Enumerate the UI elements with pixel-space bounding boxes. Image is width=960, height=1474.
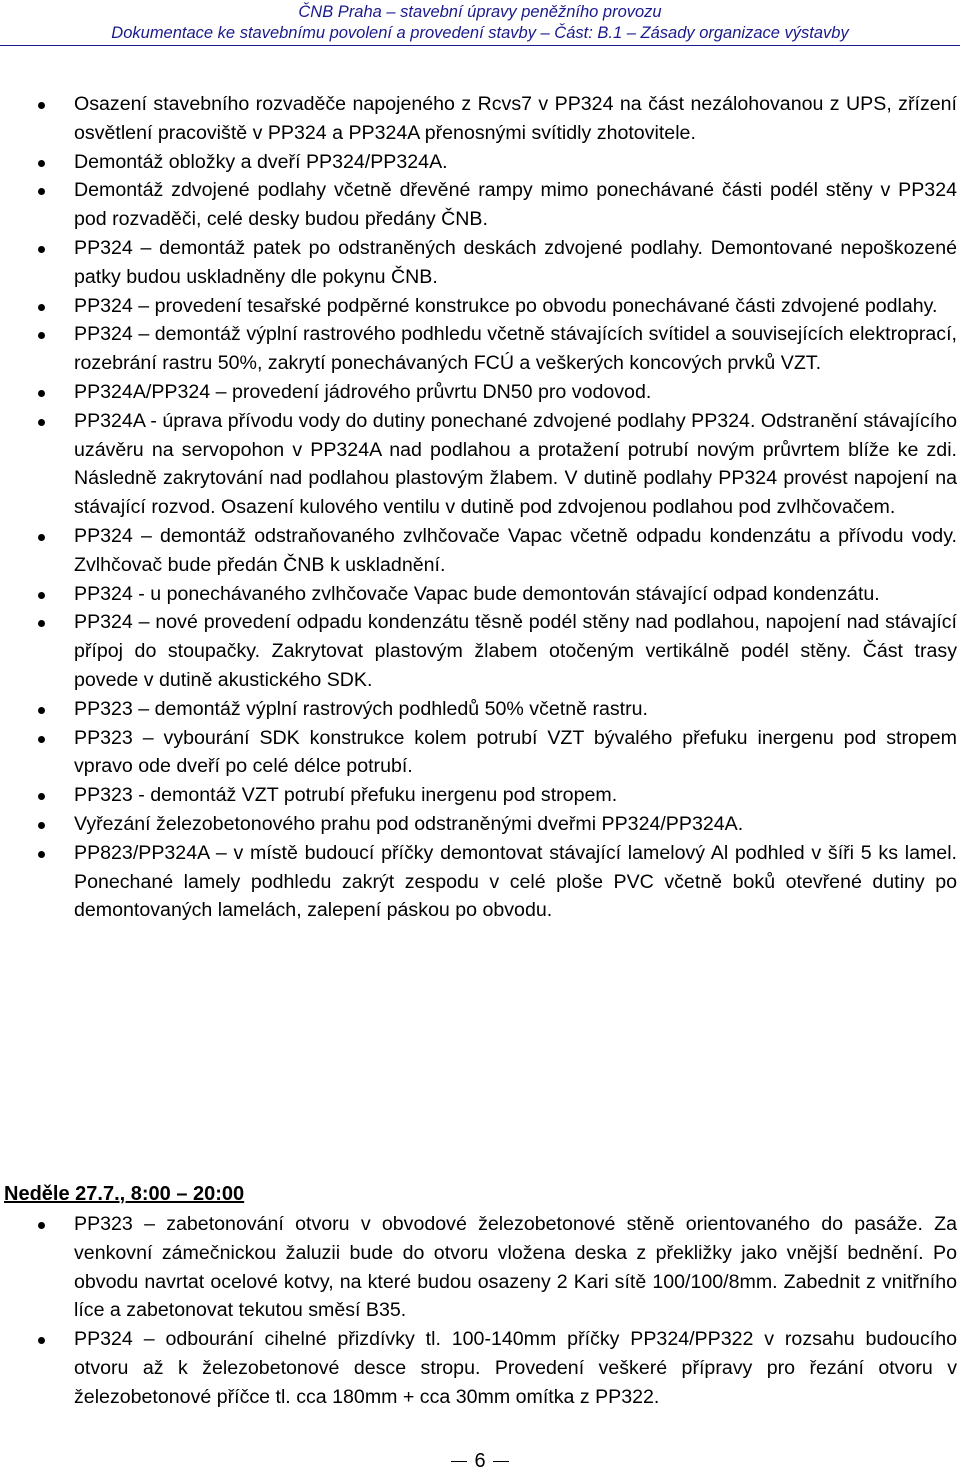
list-item — [0, 810, 960, 839]
bullet-icon — [38, 851, 45, 858]
list-item-text: Demontáž obložky a dveří PP324/PP324A. — [74, 150, 448, 173]
bullet-icon — [38, 188, 45, 195]
list-item — [0, 608, 960, 694]
document-header — [0, 0, 960, 44]
list-item-text: PP823/PP324A – v místě budoucí příčky demontovat stávající lamelový Al podhled v šíři 5 ks lamel. Ponechané lamely podhledu zakrýt zespodu v celé ploše PVC včetně boků otevřené dutiny po demontovaných lamelách, zalepení páskou po obvodu. — [74, 841, 957, 922]
list-item-text: Demontáž zdvojené podlahy včetně dřevěné rampy mimo ponechávané části podél stěny v PP324 pod rozvaděči, celé desky budou předány ČNB. — [74, 179, 957, 231]
list-item-text: PP323 – zabetonování otvoru v obvodové železobetonové stěně orientovaného do pasáže. Za venkovní zámečnickou žaluzii bude do otvoru vložena deska z překližky jako vnější bednění. Po obvodu navrtat ocelové kotvy, na které budou osazeny 2 Kari sítě 100/100/8mm. Zabednit z vnitřního líce a zabetonovat tekutou směsí B35. — [74, 1213, 957, 1322]
header-title: ČNB Praha – stavební úpravy peněžního provozu — [298, 3, 662, 21]
list-item — [0, 724, 960, 782]
header-subtitle: Dokumentace ke stavebnímu povolení a provedení stavby – Část: B.1 – Zásady organizace výstavby — [111, 24, 849, 42]
bullet-icon — [38, 534, 45, 541]
task-list-section — [0, 90, 960, 925]
list-item-text: PP324 - u ponechávaného zvlhčovače Vapac bude demontován stávající odpad kondenzátu. — [74, 582, 880, 605]
bullet-icon — [38, 304, 45, 311]
bullet-icon — [38, 1222, 45, 1229]
bullet-icon — [38, 822, 45, 829]
list-item-text: PP324 – provedení tesařské podpěrné konstrukce po obvodu ponechávané části zdvojené podlahy. — [74, 294, 938, 317]
list-item — [0, 320, 960, 378]
day-task-list — [0, 1210, 960, 1412]
list-item-text: PP323 - demontáž VZT potrubí přefuku inergenu pod stropem. — [74, 784, 618, 807]
list-item — [0, 1325, 960, 1411]
list-item-text: PP324 – demontáž odstraňovaného zvlhčovače Vapac včetně odpadu kondenzátu a přívodu vody. Zvlhčovač bude předán ČNB k uskladnění. — [74, 524, 957, 576]
bullet-icon — [38, 246, 45, 253]
list-item — [0, 580, 960, 609]
list-item — [0, 839, 960, 925]
list-item-text: Vyřezání železobetonového prahu pod odstraněnými dveřmi PP324/PP324A. — [74, 812, 744, 835]
list-item — [0, 1210, 960, 1325]
list-item — [0, 378, 960, 407]
list-item — [0, 522, 960, 580]
list-item-text: PP323 – demontáž výplní rastrových podhledů 50% včetně rastru. — [74, 697, 648, 720]
list-item — [0, 90, 960, 148]
bullet-icon — [38, 390, 45, 397]
list-item-text: Osazení stavebního rozvaděče napojeného z Rcvs7 v PP324 na část nezálohovanou z UPS, zřízení osvětlení pracoviště v PP324 a PP324A přenosnými svítidly zhotovitele. — [74, 93, 957, 144]
bullet-icon — [38, 736, 45, 743]
page-number-dash-right — [493, 1461, 509, 1462]
bullet-icon — [38, 1337, 45, 1344]
page-number: 6 — [474, 1450, 486, 1472]
bullet-icon — [38, 592, 45, 599]
list-item — [0, 234, 960, 292]
list-item — [0, 292, 960, 321]
header-divider — [0, 45, 960, 46]
list-item-text: PP324 – odbourání cihelné přizdívky tl. 100-140mm příčky PP324/PP322 v rozsahu budoucího otvoru až k železobetonové desce stropu. Provedení veškeré přípravy pro řezání otvoru v železobetonové příčce tl. cca 180mm + cca 30mm omítka z PP322. — [74, 1328, 957, 1408]
list-item — [0, 781, 960, 810]
bullet-icon — [38, 707, 45, 714]
page-footer — [0, 1449, 960, 1473]
bullet-icon — [38, 419, 45, 426]
bullet-icon — [38, 160, 45, 167]
list-item-text: PP324A/PP324 – provedení jádrového průvrtu DN50 pro vodovod. — [74, 380, 652, 403]
page-number-dash-left — [451, 1461, 467, 1462]
list-item — [0, 695, 960, 724]
list-item-text: PP324A - úprava přívodu vody do dutiny ponechané zdvojené podlahy PP324. Odstranění stávajícího uzávěru na servopohon v PP324A nad podlahou a protažení potrubí novým průvrtem blíže ke zdi. Následně zakrytování nad podlahou plastovým žlabem. V dutině podlahy PP324 provést napojení na stávající rozvod. Osazení kulového ventilu v dutině pod zdvojenou podlahou pod zvlhčovačem. — [74, 409, 957, 519]
day-section — [0, 1180, 960, 1412]
list-item — [0, 407, 960, 522]
bullet-icon — [38, 332, 45, 339]
list-item-text: PP323 – vybourání SDK konstrukce kolem potrubí VZT bývalého přefuku inergenu pod stropem vpravo ode dveří po celé délce potrubí. — [74, 726, 957, 778]
list-item — [0, 148, 960, 177]
day-heading: Neděle 27.7., 8:00 – 20:00 — [4, 1183, 245, 1205]
bullet-icon — [38, 102, 45, 109]
bullet-icon — [38, 620, 45, 627]
bullet-icon — [38, 793, 45, 800]
list-item-text: PP324 – demontáž výplní rastrového podhledu včetně stávajících svítidel a souvisejících elektroprací, rozebrání rastru 50%, zakrytí ponechávaných FCÚ a veškerých koncových prvků VZT. — [74, 323, 957, 375]
task-list — [0, 90, 960, 925]
list-item-text: PP324 – nové provedení odpadu kondenzátu těsně podél stěny nad podlahou, napojení nad stávající přípoj do stoupačky. Zakrytovat plastovým žlabem otočeným vertikálně podél stěny. Část trasy povede v dutině akustického SDK. — [74, 611, 957, 691]
list-item-text: PP324 – demontáž patek po odstraněných deskách zdvojené podlahy. Demontované nepoškozené patky budou uskladněny dle pokynu ČNB. — [74, 236, 957, 288]
list-item — [0, 176, 960, 234]
